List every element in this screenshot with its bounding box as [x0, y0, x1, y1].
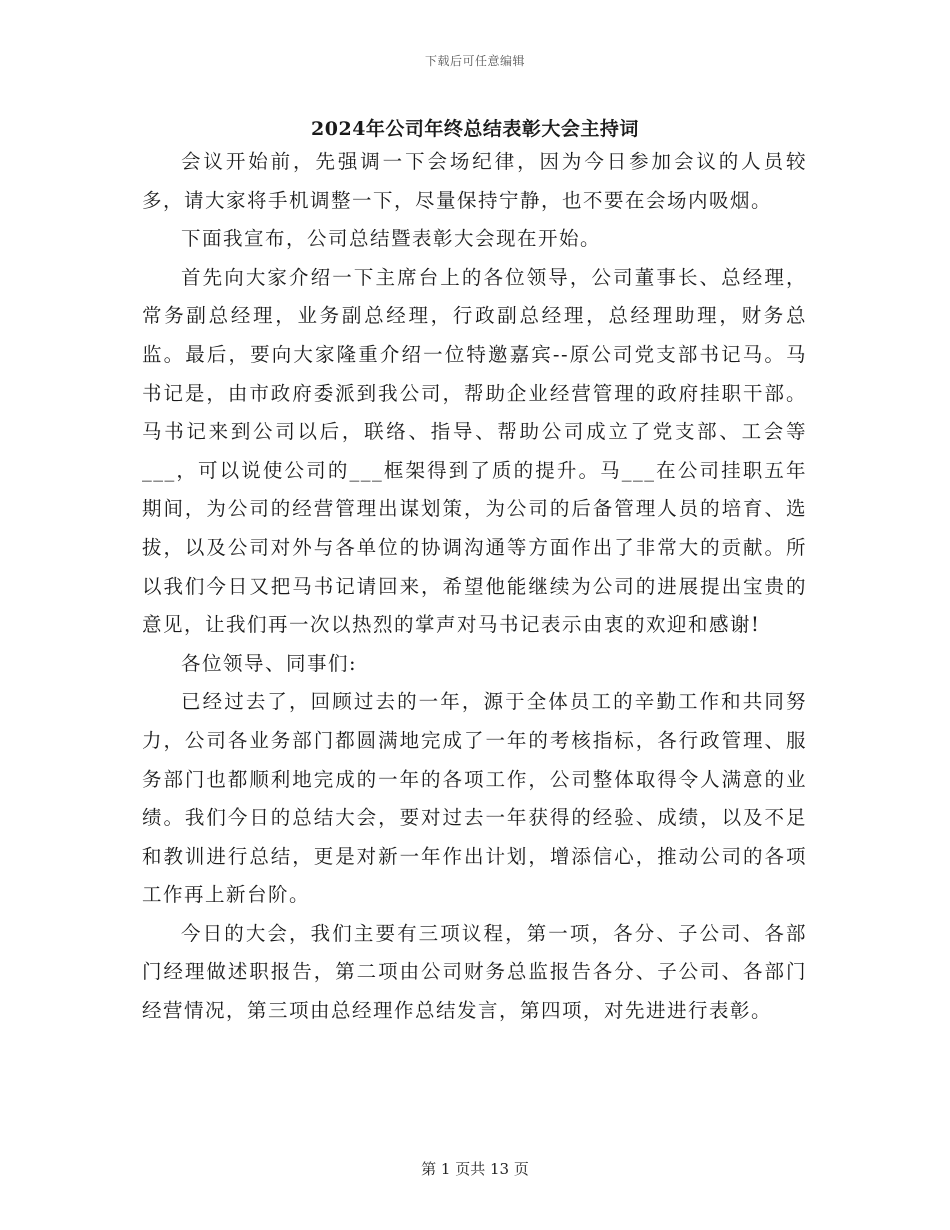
paragraph-greeting: 各位领导、同事们:: [181, 651, 358, 675]
header-note: 下载后可任意编辑: [424, 54, 525, 68]
document-title: 2024年公司年终总结表彰大会主持词: [311, 118, 639, 140]
document-body: [142, 143, 807, 1031]
paragraph-discipline: 会议开始前，先强调一下会场纪律，因为今日参加会议的人员较多，请大家将手机调整一下，尽量保持宁静，也不要在会场内吸烟。: [142, 150, 807, 212]
page-number: 第 1 页共 13 页: [421, 1160, 529, 1178]
paragraph-agenda: 今日的大会，我们主要有三项议程，第一项，各分、子公司、各部门经理做述职报告，第二项由公司财务总监报告各分、子公司、各部门经营情况，第三项由总经理作总结发言，第四项，对先进进行表彰。: [142, 921, 807, 1023]
paragraph-review: 已经过去了，回顾过去的一年，源于全体员工的辛勤工作和共同努力，公司各业务部门都圆满地完成了一年的考核指标，各行政管理、服务部门也都顺利地完成的一年的各项工作，公司整体取得令人满意的业绩。我们今日的总结大会，要对过去一年获得的经验、成绩，以及不足和教训进行总结，更是对新一年作出计划，增添信心，推动公司的各项工作再上新台阶。: [142, 690, 807, 907]
paragraph-introductions: 首先向大家介绍一下主席台上的各位领导，公司董事长、总经理，常务副总经理，业务副总经理，行政副总经理，总经理助理，财务总监。最后，要向大家隆重介绍一位特邀嘉宾--原公司党支部书记马。马书记是，由市政府委派到我公司，帮助企业经营管理的政府挂职干部。马书记来到公司以后，联络、指导、帮助公司成立了党支部、工会等___，可以说使公司的___框架得到了质的提升。马___在公司挂职五年期间，为公司的经营管理出谋划策，为公司的后备管理人员的培育、选拔，以及公司对外与各单位的协调沟通等方面作出了非常大的贡献。所以我们今日又把马书记请回来，希望他能继续为公司的进展提出宝贵的意见，让我们再一次以热烈的掌声对马书记表示由衷的欢迎和感谢!: [142, 265, 807, 637]
paragraph-opening: 下面我宣布，公司总结暨表彰大会现在开始。: [181, 227, 602, 251]
